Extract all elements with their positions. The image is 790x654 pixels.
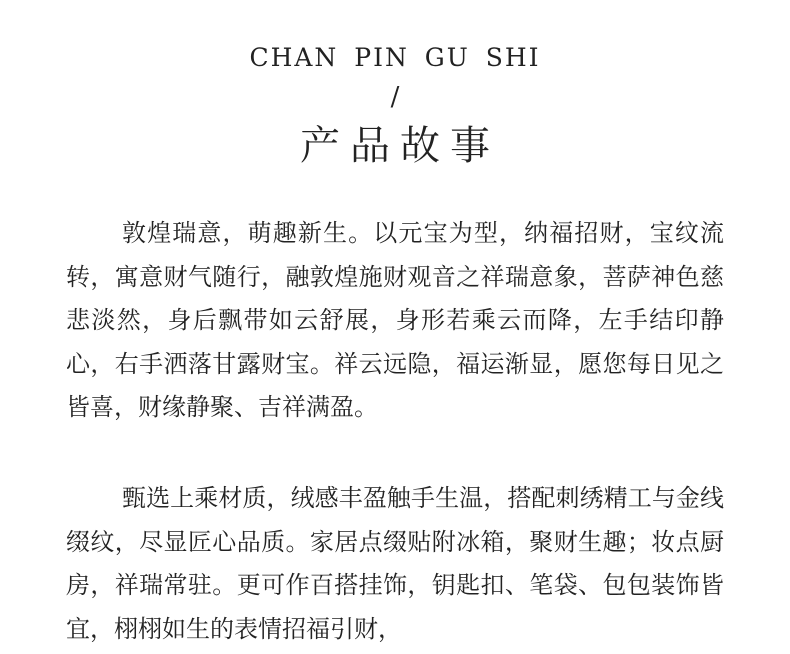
slash-divider: / xyxy=(390,82,400,112)
story-paragraph-1: 敦煌瑞意，萌趣新生。以元宝为型，纳福招财，宝纹流转，寓意财气随行，融敦煌施财观音之祥瑞意象，菩萨神色慈悲淡然，身后飘带如云舒展，身形若乘云而降，左手结印静心，右手洒落甘露财宝。祥云远隐，福运渐显，愿您每日见之皆喜，财缘静聚、吉祥满盈。 xyxy=(66,219,724,421)
pinyin-heading: CHAN PIN GU SHI xyxy=(249,43,541,72)
page-title: 产品故事 xyxy=(300,123,500,169)
story-paragraph-2: 甄选上乘材质，绒感丰盈触手生温，搭配刺绣精工与金线缀纹，尽显匠心品质。家居点缀贴附冰箱，聚财生趣；妆点厨房，祥瑞常驻。更可作百搭挂饰，钥匙扣、笔袋、包包装饰皆宜，栩栩如生的表情招福引财， xyxy=(66,484,724,643)
